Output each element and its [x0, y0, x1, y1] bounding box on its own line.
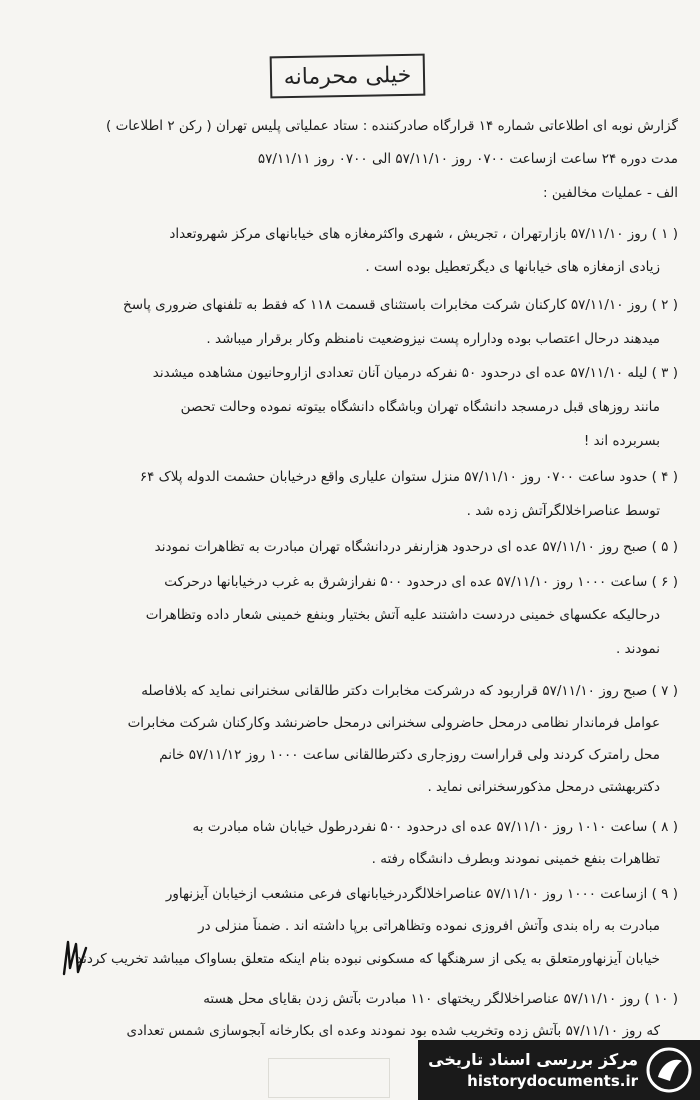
- item-6-line-1: ( ۶ ) ساعت ۱۰۰۰ روز ۵۷/۱۱/۱۰ عده ای درحدود ۵۰۰ نفرازشرق به غرب درخیابانها درحرکت: [164, 574, 678, 590]
- item-8-line-1: ( ۸ ) ساعت ۱۰۱۰ روز ۵۷/۱۱/۱۰ عده ای درحدود ۵۰۰ نفردرطول خیابان شاه مبادرت به: [192, 819, 678, 835]
- archive-logo-banner[interactable]: [418, 1040, 700, 1100]
- item-10-line-1: ( ۱۰ ) روز ۵۷/۱۱/۱۰ عناصراخلالگر ریختهای ۱۱۰ مبادرت بآتش زدن بقایای محل هسته: [203, 991, 678, 1007]
- item-7-line-1: ( ۷ ) صبح روز ۵۷/۱۱/۱۰ قراربود که درشرکت مخابرات دکتر طالقانی سخنرانی نماید که بلافاصله: [141, 683, 678, 699]
- item-3-line-3: بسربرده اند !: [583, 433, 660, 449]
- item-10-line-2: که روز ۵۷/۱۱/۱۰ بآتش زده وتخریب شده بود نمودند وعده ای بکارخانه آبجوسازی شمس تعدادی: [126, 1023, 660, 1039]
- archive-url[interactable]: historydocuments.ir: [467, 1072, 638, 1090]
- item-7-line-2: عوامل فرماندار نظامی درمحل حاضرولی سخنرانی درمحل حاضرنشد وکارکنان شرکت مخابرات: [127, 715, 660, 731]
- item-8-line-2: تظاهرات بنفع خمینی نمودند وبطرف دانشگاه رفته .: [371, 851, 660, 867]
- handwritten-initials-mark: [58, 938, 90, 978]
- item-7-line-3: محل رامترک کردند ولی قراراست روزجاری دکترطالقانی ساعت ۱۰۰۰ روز ۵۷/۱۱/۱۲ خانم: [159, 747, 660, 763]
- section-heading: الف - عملیات مخالفین :: [543, 185, 678, 201]
- item-7-line-4: دکتربهشتی درمحل مذکورسخنرانی نماید .: [427, 779, 660, 795]
- header-report-line: گزارش نوبه ای اطلاعاتی شماره ۱۴ قرارگاه صادرکننده : ستاد عملیاتی پلیس تهران ( رکن ۲ اطلاعات ): [106, 118, 678, 134]
- item-3-line-2: مانند روزهای قبل درمسجد دانشگاه تهران وباشگاه دانشگاه بیتوته نموده وحالت تحصن: [180, 399, 660, 415]
- faded-stamp-mark: [268, 1058, 390, 1098]
- item-1-line-2: زیادی ازمغازه های خیابانها ی دیگرتعطیل بوده است .: [365, 259, 660, 275]
- item-4-line-2: توسط عناصراخلالگرآتش زده شد .: [466, 503, 660, 519]
- item-4-line-1: ( ۴ ) حدود ساعت ۰۷۰۰ روز ۵۷/۱۱/۱۰ منزل ستوان علیاری واقع درخیابان حشمت الدوله پلاک ۶۴: [139, 469, 678, 485]
- classification-stamp: خیلی محرمانه: [270, 54, 426, 99]
- item-2-line-2: میدهند درحال اعتصاب بوده وداراره پست نیزوضعیت نامنظم وکار برقرار میباشد .: [206, 331, 660, 347]
- item-9-line-3: خیابان آیزنهاورمتعلق به یکی از سرهنگها که مسکونی نبوده بنام اینکه متعلق بساواک میباشد تخریب کردند .: [67, 951, 660, 967]
- archive-name: مرکز بررسی اسناد تاریخی: [428, 1050, 638, 1069]
- item-6-line-3: نمودند .: [616, 641, 660, 657]
- item-5-line-1: ( ۵ ) صبح روز ۵۷/۱۱/۱۰ عده ای درحدود هزارنفر دردانشگاه تهران مبادرت به تظاهرات نمودند: [154, 539, 678, 555]
- item-1-line-1: ( ۱ ) روز ۵۷/۱۱/۱۰ بازارتهران ، تجریش ، شهری واکثرمغازه های خیابانهای مرکز شهروتعداد: [169, 226, 678, 242]
- item-6-line-2: درحالیکه عکسهای خمینی دردست داشتند علیه آتش بختیار وبنفع خمینی شعار داده وتظاهرات: [145, 607, 660, 623]
- item-9-line-2: مبادرت به راه بندی وآتش افروزی نموده وتظاهراتی برپا داشته اند . ضمناً منزلی در: [198, 918, 660, 934]
- item-2-line-1: ( ۲ ) روز ۵۷/۱۱/۱۰ کارکنان شرکت مخابرات باستثنای قسمت ۱۱۸ که فقط به تلفنهای ضروری پاسخ: [122, 297, 678, 313]
- item-3-line-1: ( ۳ ) لیله ۵۷/۱۱/۱۰ عده ای درحدود ۵۰ نفرکه درمیان آنان تعدادی ازاروحانیون مشاهده میشدند: [152, 365, 678, 381]
- archive-emblem-icon: [646, 1047, 692, 1093]
- period-line: مدت دوره ۲۴ ساعت ازساعت ۰۷۰۰ روز ۵۷/۱۱/۱۰ الی ۰۷۰۰ روز ۵۷/۱۱/۱۱: [257, 151, 678, 167]
- item-9-line-1: ( ۹ ) ازساعت ۱۰۰۰ روز ۵۷/۱۱/۱۰ عناصراخلالگردرخیابانهای فرعی منشعب ازخیابان آیزنهاور: [165, 886, 678, 902]
